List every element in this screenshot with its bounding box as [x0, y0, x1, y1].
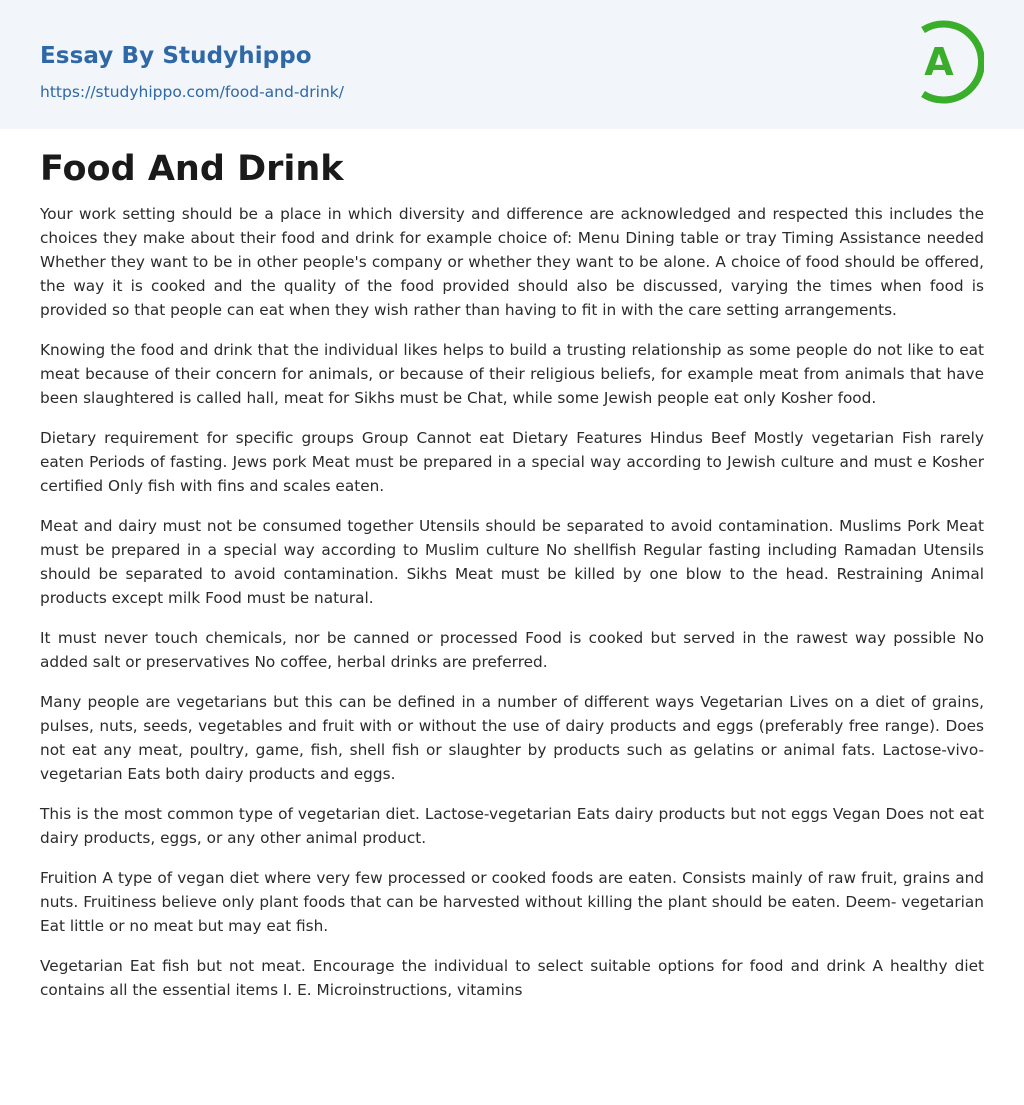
essay-url-link[interactable]: https://studyhippo.com/food-and-drink/: [40, 83, 344, 101]
site-brand[interactable]: Essay By Studyhippo: [40, 43, 312, 69]
paragraph: It must never touch chemicals, nor be canned or processed Food is cooked but served in the rawest way possible No added salt or preservatives No coffee, herbal drinks are preferred.: [40, 629, 984, 671]
paragraph: Your work setting should be a place in which diversity and difference are acknowledged and respected this includes the choices they make about their food and drink for example choice of: Menu Dining table or tray Timing Assistance needed Whether they want to be in other people's company or whether they want to be alone. A choice of food should be offered, the way it is cooked and the quality of the food provided should also be discussed, varying the times when food is provided so that people can eat when they wish rather than having to fit in with the care setting arrangements.: [40, 205, 984, 319]
logo-letter: A: [924, 40, 954, 84]
article-body: [0, 129, 1024, 1002]
paragraph: Meat and dairy must not be consumed together Utensils should be separated to avoid contamination. Muslims Pork Meat must be prepared in a special way according to Muslim culture No shellfish Regular fasting including Ramadan Utensils should be separated to avoid contamination. Sikhs Meat must be killed by one blow to the head. Restraining Animal products except milk Food must be natural.: [40, 517, 984, 607]
paragraph: Vegetarian Eat fish but not meat. Encourage the individual to select suitable options for food and drink A healthy diet contains all the essential items I. E. Microinstructions, vitamins: [40, 957, 984, 999]
studyhippo-logo-icon[interactable]: [914, 19, 984, 105]
page-title: Food And Drink: [40, 149, 344, 189]
paragraph: Fruition A type of vegan diet where very few processed or cooked foods are eaten. Consists mainly of raw fruit, grains and nuts. Fruitiness believe only plant foods that can be harvested without killing the plant should be eaten. Deem- vegetarian Eat little or no meat but may eat fish.: [40, 869, 984, 935]
site-header: [0, 0, 1024, 129]
paragraph: Dietary requirement for specific groups Group Cannot eat Dietary Features Hindus Beef Mostly vegetarian Fish rarely eaten Periods of fasting. Jews pork Meat must be prepared in a special way according to Jewish culture and must e Kosher certified Only fish with fins and scales eaten.: [40, 429, 984, 495]
paragraph: Many people are vegetarians but this can be defined in a number of different ways Vegetarian Lives on a diet of grains, pulses, nuts, seeds, vegetables and fruit with or without the use of dairy products and eggs (preferably free range). Does not eat any meat, poultry, game, fish, shell fish or slaughter by products such as gelatins or animal fats. Lactose-vivo-vegetarian Eats both dairy products and eggs.: [40, 693, 984, 783]
paragraph: Knowing the food and drink that the individual likes helps to build a trusting relationship as some people do not like to eat meat because of their concern for animals, or because of their religious beliefs, for example meat from animals that have been slaughtered is called hall, meat for Sikhs must be Chat, while some Jewish people eat only Kosher food.: [40, 341, 984, 407]
paragraph: This is the most common type of vegetarian diet. Lactose-vegetarian Eats dairy products but not eggs Vegan Does not eat dairy products, eggs, or any other animal product.: [40, 805, 984, 847]
